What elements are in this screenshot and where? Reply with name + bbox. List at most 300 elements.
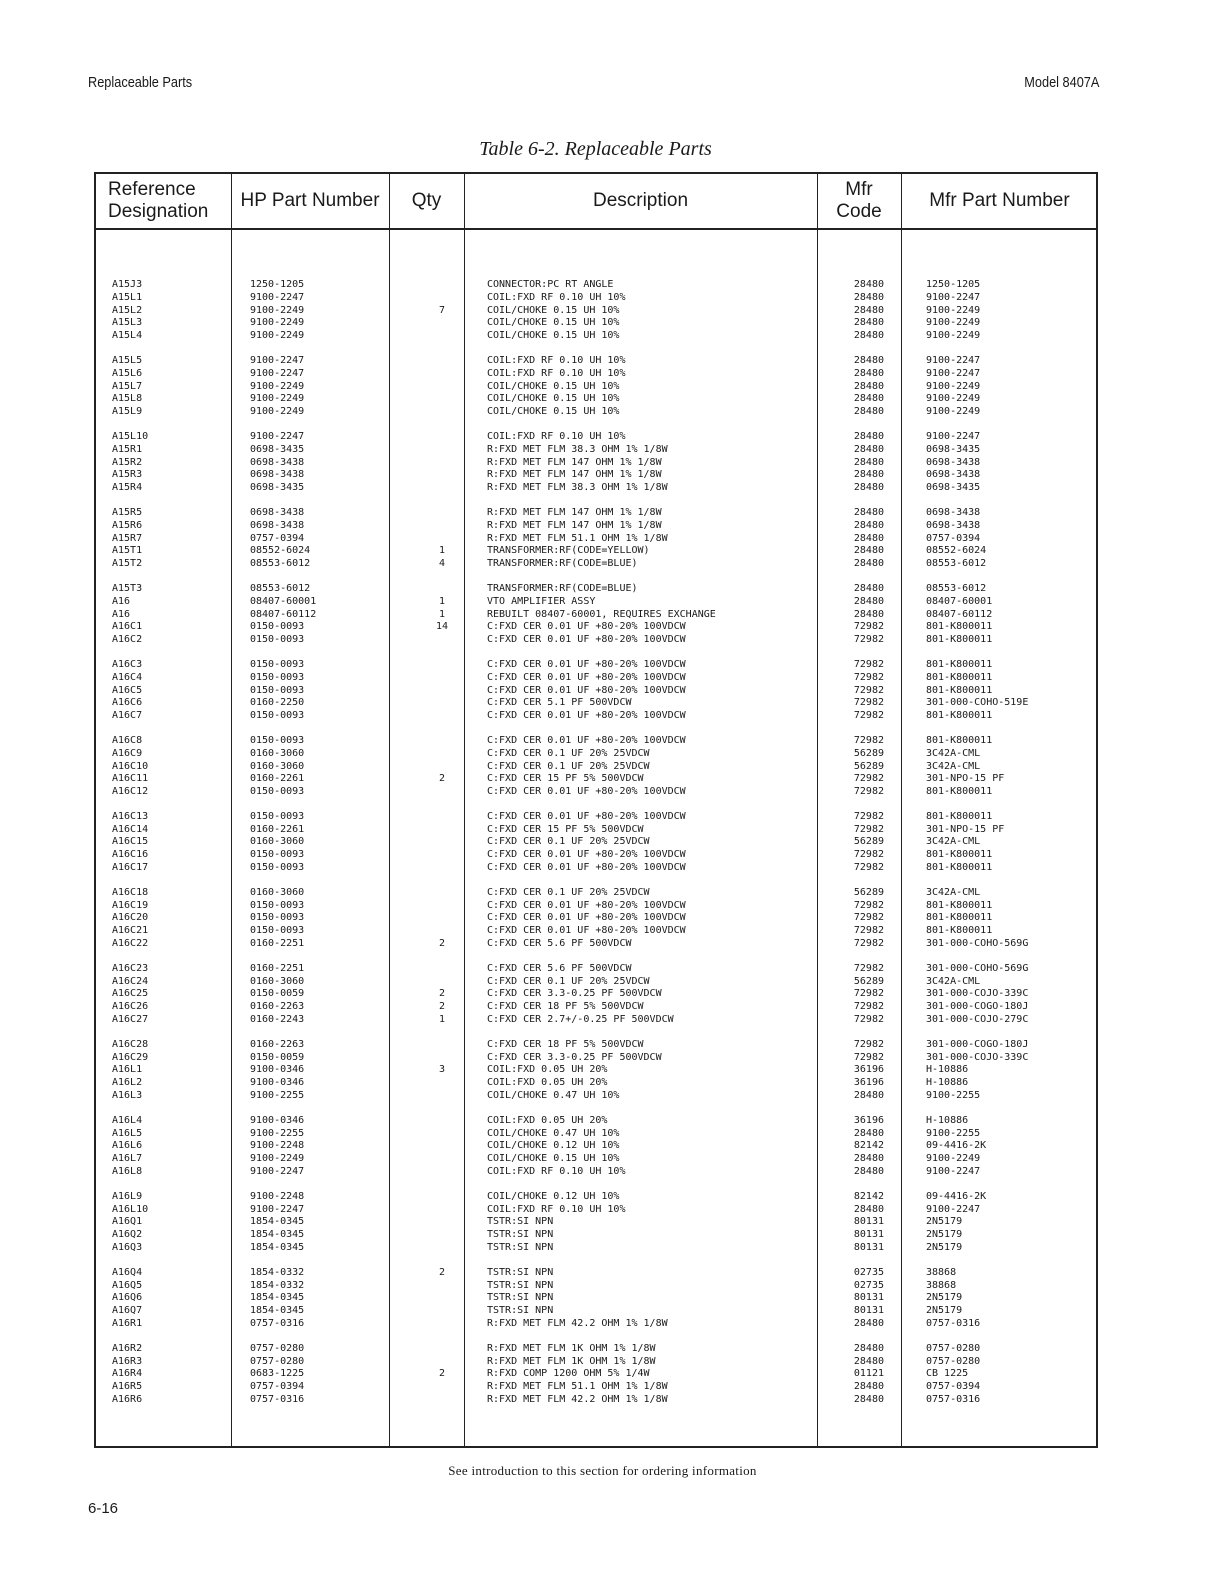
hp-part-number: 0757-0316 — [250, 1393, 305, 1405]
mfr-part-number: 3C42A-CML — [926, 760, 981, 772]
mfr-code: 28480 — [853, 595, 884, 607]
mfr-part-number: 801-K800011 — [926, 658, 993, 670]
table-body — [96, 279, 1096, 1419]
description: COIL/CHOKE 0.15 UH 10% — [487, 1153, 620, 1165]
hp-part-number: 0757-0394 — [250, 1381, 305, 1393]
ref-designation: A16C25 — [112, 988, 149, 1000]
description: CONNECTOR:PC RT ANGLE — [487, 279, 614, 290]
mfr-part-number: 801-K800011 — [926, 710, 993, 722]
mfr-code: 02735 — [853, 1279, 884, 1291]
row-group — [96, 1343, 1096, 1407]
mfr-part-number: 3C42A-CML — [926, 747, 981, 759]
table-row — [96, 836, 1096, 849]
mfr-part-number: 301-000-COJO-339C — [926, 1051, 1029, 1063]
qty: 1 — [438, 608, 446, 620]
hp-part-number: 9100-2249 — [250, 393, 305, 405]
parts-table — [94, 172, 1098, 1448]
mfr-code: 28480 — [853, 1317, 884, 1329]
mfr-part-number: 301-000-COGO-180J — [926, 1038, 1029, 1050]
mfr-code: 28480 — [853, 558, 884, 570]
table-row — [96, 507, 1096, 520]
description: VTO AMPLIFIER ASSY — [487, 595, 596, 607]
mfr-code: 28480 — [853, 291, 884, 303]
description: C:FXD CER 3.3-0.25 PF 500VDCW — [487, 988, 662, 1000]
ref-designation: A16C15 — [112, 836, 149, 848]
mfr-code: 72982 — [853, 912, 884, 924]
description: TSTR:SI NPN — [487, 1242, 554, 1253]
mfr-part-number: 801-K800011 — [926, 621, 993, 633]
qty: 1 — [438, 1014, 446, 1026]
table-row — [96, 1394, 1096, 1407]
mfr-part-number: 9100-2247 — [926, 1203, 981, 1215]
ordering-footnote: See introduction to this section for ordering information — [448, 1463, 757, 1478]
mfr-code: 28480 — [853, 519, 884, 531]
ref-designation: A16R1 — [112, 1317, 143, 1329]
qty: 1 — [438, 545, 446, 557]
hp-part-number: 0160-2261 — [250, 823, 305, 835]
description: C:FXD CER 0.1 UF 20% 25VDCW — [487, 747, 650, 759]
mfr-part-number: 0698-3438 — [926, 519, 981, 531]
hp-part-number: 9100-0346 — [250, 1064, 305, 1076]
table-row — [96, 634, 1096, 647]
hp-part-number: 9100-2248 — [250, 1190, 305, 1202]
mfr-part-number: 08552-6024 — [926, 545, 987, 557]
hp-part-number: 9100-2249 — [250, 380, 305, 392]
mfr-part-number: 9100-2249 — [926, 304, 981, 316]
description: C:FXD CER 15 PF 5% 500VDCW — [487, 773, 644, 785]
ref-designation: A16C5 — [112, 684, 143, 696]
table-row — [96, 469, 1096, 482]
hp-part-number: 0160-3060 — [250, 975, 305, 987]
mfr-part-number: 801-K800011 — [926, 671, 993, 683]
ref-designation: A16R2 — [112, 1342, 143, 1354]
table-row — [96, 1229, 1096, 1242]
mfr-part-number: CB 1225 — [926, 1368, 969, 1380]
column-header-qty: Qty — [411, 190, 442, 211]
hp-part-number: 0150-0093 — [250, 862, 305, 874]
mfr-part-number: 2N5179 — [926, 1292, 963, 1304]
hp-part-number: 0757-0280 — [250, 1355, 305, 1367]
mfr-part-number: 9100-2249 — [926, 1153, 981, 1165]
table-row — [96, 1356, 1096, 1369]
table-row — [96, 1115, 1096, 1128]
mfr-code: 28480 — [853, 317, 884, 329]
ref-designation: A15R5 — [112, 506, 143, 518]
ref-designation: A16C26 — [112, 1001, 149, 1013]
mfr-code: 72982 — [853, 988, 884, 1000]
description: R:FXD MET FLM 38.3 OHM 1% 1/8W — [487, 482, 668, 494]
ref-designation: A16C14 — [112, 823, 149, 835]
mfr-part-number: 9100-2247 — [926, 1166, 981, 1178]
mfr-code: 80131 — [853, 1216, 884, 1228]
ref-designation: A15L1 — [112, 291, 143, 303]
mfr-code: 28480 — [853, 304, 884, 316]
mfr-part-number: 0698-3438 — [926, 506, 981, 518]
hp-part-number: 9100-2247 — [250, 430, 305, 442]
ref-designation: A16C22 — [112, 938, 149, 950]
hp-part-number: 0160-2250 — [250, 697, 305, 709]
mfr-part-number: 301-000-COHO-569G — [926, 938, 1029, 950]
mfr-part-number: 0698-3435 — [926, 482, 981, 494]
hp-part-number: 0150-0093 — [250, 925, 305, 937]
header-separator — [96, 228, 1096, 230]
description: TRANSFORMER:RF(CODE=YELLOW) — [487, 545, 650, 557]
mfr-part-number: 08553-6012 — [926, 558, 987, 570]
mfr-code: 28480 — [853, 1090, 884, 1102]
hp-part-number: 1854-0345 — [250, 1229, 305, 1241]
mfr-part-number: 08407-60112 — [926, 608, 993, 620]
description: R:FXD COMP 1200 OHM 5% 1/4W — [487, 1368, 650, 1380]
qty: 2 — [438, 938, 446, 950]
description: R:FXD MET FLM 42.2 OHM 1% 1/8W — [487, 1317, 668, 1329]
mfr-code: 72982 — [853, 621, 884, 633]
ref-designation: A16C16 — [112, 849, 149, 861]
description: TSTR:SI NPN — [487, 1292, 554, 1304]
mfr-part-number: 0757-0394 — [926, 1381, 981, 1393]
ref-designation: A16L7 — [112, 1153, 143, 1165]
hp-part-number: 0160-2263 — [250, 1038, 305, 1050]
row-group — [96, 1267, 1096, 1331]
hp-part-number: 0150-0093 — [250, 734, 305, 746]
hp-part-number: 1854-0345 — [250, 1242, 305, 1253]
table-row — [96, 887, 1096, 900]
table-row — [96, 520, 1096, 533]
table-row — [96, 444, 1096, 457]
row-group — [96, 431, 1096, 495]
description: C:FXD CER 0.01 UF +80-20% 100VDCW — [487, 849, 686, 861]
ref-designation: A16C18 — [112, 886, 149, 898]
description: C:FXD CER 15 PF 5% 500VDCW — [487, 823, 644, 835]
table-title: Table 6-2. Replaceable Parts — [479, 138, 712, 160]
running-header-right: Model 8407A — [1023, 74, 1099, 91]
description: C:FXD CER 5.6 PF 500VDCW — [487, 938, 632, 950]
ref-designation: A16C11 — [112, 773, 149, 785]
table-row — [96, 1166, 1096, 1179]
table-row — [96, 596, 1096, 609]
table-row — [96, 786, 1096, 799]
description: TRANSFORMER:RF(CODE=BLUE) — [487, 582, 638, 594]
hp-part-number: 9100-2247 — [250, 354, 305, 366]
mfr-part-number: 2N5179 — [926, 1229, 963, 1241]
ref-designation: A15L7 — [112, 380, 143, 392]
mfr-part-number: 801-K800011 — [926, 634, 993, 646]
mfr-code: 28480 — [853, 582, 884, 594]
mfr-part-number: 801-K800011 — [926, 786, 993, 798]
hp-part-number: 0698-3438 — [250, 506, 305, 518]
table-row — [96, 457, 1096, 470]
qty: 2 — [438, 1368, 446, 1380]
ref-designation: A16 — [112, 595, 131, 607]
ref-designation: A15R6 — [112, 519, 143, 531]
description: COIL/CHOKE 0.15 UH 10% — [487, 393, 620, 405]
description: TSTR:SI NPN — [487, 1216, 554, 1228]
row-group — [96, 507, 1096, 571]
ref-designation: A16C19 — [112, 899, 149, 911]
ref-designation: A16C3 — [112, 658, 143, 670]
table-row — [96, 925, 1096, 938]
mfr-code: 56289 — [853, 975, 884, 987]
column-header-desc: Description — [592, 190, 689, 211]
row-group — [96, 963, 1096, 1027]
description: COIL/CHOKE 0.15 UH 10% — [487, 330, 620, 342]
table-row — [96, 912, 1096, 925]
description: C:FXD CER 0.1 UF 20% 25VDCW — [487, 886, 650, 898]
hp-part-number: 0150-0093 — [250, 621, 305, 633]
table-row — [96, 406, 1096, 419]
description: C:FXD CER 0.01 UF +80-20% 100VDCW — [487, 734, 686, 746]
table-row — [96, 1191, 1096, 1204]
mfr-code: 80131 — [853, 1305, 884, 1317]
mfr-code: 72982 — [853, 710, 884, 722]
mfr-part-number: 09-4416-2K — [926, 1140, 987, 1152]
row-group — [96, 887, 1096, 951]
hp-part-number: 9100-2247 — [250, 367, 305, 379]
table-row — [96, 1204, 1096, 1217]
description: C:FXD CER 3.3-0.25 PF 500VDCW — [487, 1051, 662, 1063]
table-row — [96, 621, 1096, 634]
mfr-code: 72982 — [853, 684, 884, 696]
mfr-code: 36196 — [853, 1114, 884, 1126]
table-row — [96, 583, 1096, 596]
ref-designation: A16C4 — [112, 671, 143, 683]
qty: 4 — [438, 558, 446, 570]
table-row — [96, 1039, 1096, 1052]
description: R:FXD MET FLM 147 OHM 1% 1/8W — [487, 469, 662, 481]
mfr-code: 72982 — [853, 1038, 884, 1050]
description: C:FXD CER 0.01 UF +80-20% 100VDCW — [487, 786, 686, 798]
table-row — [96, 381, 1096, 394]
hp-part-number: 9100-0346 — [250, 1114, 305, 1126]
hp-part-number: 0757-0394 — [250, 532, 305, 544]
mfr-code: 28480 — [853, 1127, 884, 1139]
description: C:FXD CER 0.01 UF +80-20% 100VDCW — [487, 684, 686, 696]
ref-designation: A15R1 — [112, 443, 143, 455]
description: R:FXD MET FLM 147 OHM 1% 1/8W — [487, 519, 662, 531]
mfr-code: 28480 — [853, 1166, 884, 1178]
mfr-part-number: 301-NPO-15 PF — [926, 773, 1005, 785]
hp-part-number: 9100-2247 — [250, 291, 305, 303]
ref-designation: A16L6 — [112, 1140, 143, 1152]
table-row — [96, 710, 1096, 723]
ref-designation: A15L8 — [112, 393, 143, 405]
mfr-part-number: H-10886 — [926, 1114, 969, 1126]
description: R:FXD MET FLM 38.3 OHM 1% 1/8W — [487, 443, 668, 455]
description: R:FXD MET FLM 51.1 OHM 1% 1/8W — [487, 1381, 668, 1393]
mfr-part-number: 301-000-COJO-339C — [926, 988, 1029, 1000]
table-row — [96, 963, 1096, 976]
mfr-code: 82142 — [853, 1140, 884, 1152]
table-row — [96, 305, 1096, 318]
ref-designation: A15L5 — [112, 354, 143, 366]
ref-designation: A16C13 — [112, 810, 149, 822]
mfr-part-number: 2N5179 — [926, 1305, 963, 1317]
description: TSTR:SI NPN — [487, 1229, 554, 1241]
table-row — [96, 1077, 1096, 1090]
hp-part-number: 0150-0093 — [250, 658, 305, 670]
mfr-part-number: 9100-2247 — [926, 430, 981, 442]
hp-part-number: 9100-2248 — [250, 1140, 305, 1152]
row-group — [96, 1039, 1096, 1103]
hp-part-number: 08552-6024 — [250, 545, 311, 557]
mfr-part-number: 09-4416-2K — [926, 1190, 987, 1202]
hp-part-number: 9100-2249 — [250, 317, 305, 329]
table-row — [96, 1128, 1096, 1141]
mfr-part-number: 0698-3438 — [926, 456, 981, 468]
table-row — [96, 482, 1096, 495]
mfr-code: 72982 — [853, 697, 884, 709]
description: C:FXD CER 0.01 UF +80-20% 100VDCW — [487, 634, 686, 646]
description: C:FXD CER 0.01 UF +80-20% 100VDCW — [487, 671, 686, 683]
table-row — [96, 761, 1096, 774]
hp-part-number: 0160-3060 — [250, 760, 305, 772]
ref-designation: A16L8 — [112, 1166, 143, 1178]
hp-part-number: 9100-2255 — [250, 1127, 305, 1139]
description: C:FXD CER 5.1 PF 500VDCW — [487, 697, 632, 709]
column-header-hp: HP Part Number — [240, 190, 380, 211]
mfr-code: 72982 — [853, 962, 884, 974]
mfr-part-number: 301-000-COHO-519E — [926, 697, 1029, 709]
ref-designation: A16C8 — [112, 734, 143, 746]
hp-part-number: 1854-0332 — [250, 1279, 305, 1291]
ref-designation: A15T3 — [112, 582, 143, 594]
description: COIL/CHOKE 0.15 UH 10% — [487, 406, 620, 418]
description: C:FXD CER 0.1 UF 20% 25VDCW — [487, 760, 650, 772]
ref-designation: A16 — [112, 608, 131, 620]
table-row — [96, 1140, 1096, 1153]
mfr-code: 28480 — [853, 443, 884, 455]
hp-part-number: 0698-3435 — [250, 482, 305, 494]
table-row — [96, 659, 1096, 672]
description: COIL:FXD RF 0.10 UH 10% — [487, 291, 626, 303]
mfr-code: 72982 — [853, 925, 884, 937]
hp-part-number: 0150-0059 — [250, 988, 305, 1000]
ref-designation: A16R5 — [112, 1381, 143, 1393]
description: C:FXD CER 0.01 UF +80-20% 100VDCW — [487, 810, 686, 822]
hp-part-number: 08553-6012 — [250, 558, 311, 570]
table-row — [96, 849, 1096, 862]
table-row — [96, 431, 1096, 444]
hp-part-number: 0150-0093 — [250, 849, 305, 861]
hp-part-number: 0160-2243 — [250, 1014, 305, 1026]
hp-part-number: 9100-2249 — [250, 304, 305, 316]
description: TSTR:SI NPN — [487, 1305, 554, 1317]
table-row — [96, 558, 1096, 571]
table-row — [96, 824, 1096, 837]
mfr-part-number: 9100-2255 — [926, 1090, 981, 1102]
mfr-code: 80131 — [853, 1292, 884, 1304]
hp-part-number: 0150-0093 — [250, 912, 305, 924]
mfr-code: 28480 — [853, 1153, 884, 1165]
running-header-left: Replaceable Parts — [88, 74, 193, 91]
table-row — [96, 976, 1096, 989]
hp-part-number: 0698-3438 — [250, 456, 305, 468]
table-row — [96, 545, 1096, 558]
mfr-part-number: 1250-1205 — [926, 279, 981, 290]
ref-designation: A16R6 — [112, 1393, 143, 1405]
hp-part-number: 0150-0093 — [250, 786, 305, 798]
table-row — [96, 1064, 1096, 1077]
table-row — [96, 938, 1096, 951]
description: COIL:FXD RF 0.10 UH 10% — [487, 1203, 626, 1215]
column-header-mpn: Mfr Part Number — [929, 190, 1070, 211]
table-row — [96, 1153, 1096, 1166]
qty: 14 — [435, 621, 449, 633]
qty: 2 — [438, 1001, 446, 1013]
table-row — [96, 1368, 1096, 1381]
table-row — [96, 1343, 1096, 1356]
description: C:FXD CER 0.01 UF +80-20% 100VDCW — [487, 621, 686, 633]
description: C:FXD CER 0.1 UF 20% 25VDCW — [487, 975, 650, 987]
ref-designation: A16C23 — [112, 962, 149, 974]
table-row — [96, 1001, 1096, 1014]
mfr-part-number: 9100-2255 — [926, 1127, 981, 1139]
table-row — [96, 330, 1096, 343]
ref-designation: A16C7 — [112, 710, 143, 722]
ref-designation: A16C17 — [112, 862, 149, 874]
mfr-part-number: 801-K800011 — [926, 849, 993, 861]
mfr-code: 02735 — [853, 1266, 884, 1278]
mfr-code: 28480 — [853, 1393, 884, 1405]
mfr-part-number: 0757-0280 — [926, 1342, 981, 1354]
ref-designation: A16L9 — [112, 1190, 143, 1202]
hp-part-number: 0160-2251 — [250, 962, 305, 974]
mfr-code: 80131 — [853, 1242, 884, 1253]
description: COIL/CHOKE 0.12 UH 10% — [487, 1190, 620, 1202]
hp-part-number: 1250-1205 — [250, 279, 305, 290]
ref-designation: A16C12 — [112, 786, 149, 798]
mfr-code: 80131 — [853, 1229, 884, 1241]
mfr-part-number: 801-K800011 — [926, 862, 993, 874]
mfr-code: 28480 — [853, 482, 884, 494]
mfr-part-number: 2N5179 — [926, 1216, 963, 1228]
ref-designation: A15R3 — [112, 469, 143, 481]
hp-part-number: 0150-0059 — [250, 1051, 305, 1063]
mfr-code: 28480 — [853, 1342, 884, 1354]
description: R:FXD MET FLM 147 OHM 1% 1/8W — [487, 456, 662, 468]
description: C:FXD CER 0.01 UF +80-20% 100VDCW — [487, 862, 686, 874]
mfr-code: 72982 — [853, 1014, 884, 1026]
table-row — [96, 748, 1096, 761]
ref-designation: A15R4 — [112, 482, 143, 494]
description: COIL/CHOKE 0.47 UH 10% — [487, 1090, 620, 1102]
table-row — [96, 1090, 1096, 1103]
ref-designation: A15L2 — [112, 304, 143, 316]
mfr-code: 01121 — [853, 1368, 884, 1380]
hp-part-number: 0160-3060 — [250, 836, 305, 848]
mfr-part-number: 301-NPO-15 PF — [926, 823, 1005, 835]
ref-designation: A15T1 — [112, 545, 143, 557]
mfr-code: 28480 — [853, 506, 884, 518]
mfr-part-number: 0698-3435 — [926, 443, 981, 455]
ref-designation: A15L3 — [112, 317, 143, 329]
mfr-part-number: 9100-2249 — [926, 317, 981, 329]
hp-part-number: 0698-3438 — [250, 469, 305, 481]
description: COIL/CHOKE 0.15 UH 10% — [487, 304, 620, 316]
mfr-part-number: 9100-2247 — [926, 354, 981, 366]
table-row — [96, 672, 1096, 685]
column-header-ref: Reference Designation — [108, 179, 209, 222]
table-row — [96, 355, 1096, 368]
ref-designation: A16L1 — [112, 1064, 143, 1076]
row-group — [96, 1191, 1096, 1255]
ref-designation: A16Q2 — [112, 1229, 143, 1241]
row-group — [96, 355, 1096, 419]
mfr-code: 28480 — [853, 367, 884, 379]
column-header-code: Mfr Code — [836, 179, 882, 222]
table-row — [96, 279, 1096, 292]
description: R:FXD MET FLM 1K OHM 1% 1/8W — [487, 1342, 656, 1354]
mfr-code: 28480 — [853, 545, 884, 557]
